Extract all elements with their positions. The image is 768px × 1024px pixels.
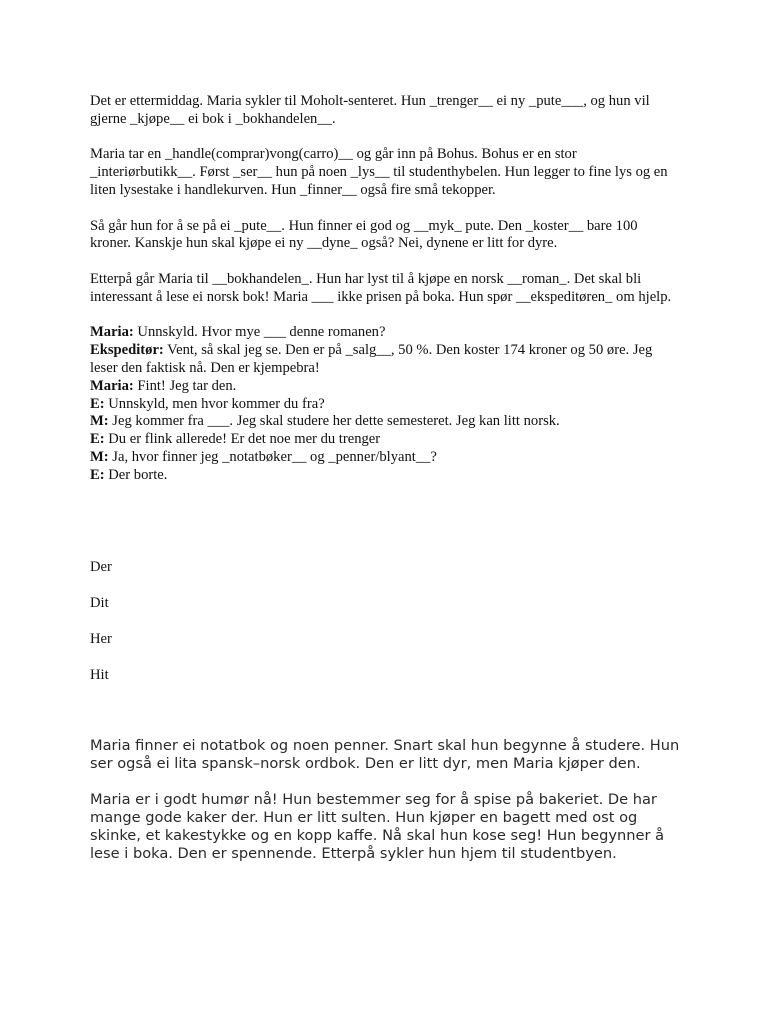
dialogue-line [90, 342, 680, 378]
dialogue-line [90, 431, 680, 449]
dialogue-speaker: Maria: [90, 377, 134, 394]
dialogue-line [90, 449, 680, 467]
dialogue-speaker: E: [90, 395, 105, 412]
dialogue [90, 324, 680, 484]
dialogue-speaker: E: [90, 466, 105, 483]
story-paragraph-2: Maria er i godt humør nå! Hun bestemmer seg for å spise på bakeriet. De har mange gode kaker der. Hun er litt sulten. Hun kjøper en bagett med ost og skinke, et kakestykke og en kopp kaffe. Nå skal hun kose seg! Hun begynner å lese i boka. Den er spennende. Etterpå sykler hun hjem til studentbyen. [90, 791, 665, 862]
dialogue-text: Jeg kommer fra ___. Jeg skal studere her dette semesteret. Jeg kan litt norsk. [108, 413, 560, 430]
exercise-paragraph-1: Det er ettermiddag. Maria sykler til Moholt-senteret. Hun _trenger__ ei ny _pute___, og hun vil gjerne _kjøpe__ ei bok i _bokhandelen__. [90, 93, 650, 127]
dialogue-text: Vent, så skal jeg se. Den er på _salg__, 50 %. Den koster 174 kroner og 50 øre. Jeg leser den faktisk nå. Den er kjempebra! [90, 342, 653, 376]
dialogue-text: Der borte. [104, 466, 168, 483]
dialogue-text: Du er flink allerede! Er det noe mer du trenger [104, 431, 381, 448]
story-paragraph-1: Maria finner ei notatbok og noen penner. Snart skal hun begynne å studere. Hun ser også ei lita spansk–norsk ordbok. Den er litt dyr, men Maria kjøper den. [90, 737, 680, 772]
adverb-item: Hit [90, 667, 109, 683]
dialogue-text: Unnskyld, men hvor kommer du fra? [104, 395, 325, 412]
dialogue-text: Unnskyld. Hvor mye ___ denne romanen? [133, 324, 386, 341]
exercise-paragraph-2: Maria tar en _handle(comprar)vong(carro)__ og går inn på Bohus. Bohus er en stor _interiørbutikk__. Først _ser__ hun på noen _lys__ til studenthybelen. Hun legger to fine lys og en liten lysestake i handlekurven. Hun _finner__ også fire små tekopper. [90, 146, 668, 198]
dialogue-line [90, 467, 680, 485]
dialogue-line [90, 324, 680, 342]
adverb-item: Der [90, 559, 112, 575]
dialogue-text: Fint! Jeg tar den. [133, 377, 237, 394]
adverb-item: Dit [90, 595, 109, 611]
exercise-section [90, 93, 680, 485]
dialogue-speaker: E: [90, 431, 105, 448]
adverb-list [90, 559, 112, 703]
dialogue-line [90, 396, 680, 414]
dialogue-line [90, 378, 680, 396]
dialogue-speaker: M: [90, 448, 109, 465]
dialogue-line [90, 413, 680, 431]
dialogue-speaker: Maria: [90, 324, 134, 341]
dialogue-speaker: Ekspeditør: [90, 342, 164, 359]
adverb-item: Her [90, 631, 112, 647]
dialogue-text: Ja, hvor finner jeg _notatbøker__ og _penner/blyant__? [108, 448, 437, 465]
exercise-paragraph-3: Så går hun for å se på ei _pute__. Hun finner ei god og __myk_ pute. Den _koster__ bare 100 kroner. Kanskje hun skal kjøpe ei ny __dyne_ også? Nei, dynene er litt for dyre. [90, 217, 638, 252]
exercise-paragraph-4: Etterpå går Maria til __bokhandelen_. Hun har lyst til å kjøpe en norsk __roman_. Det skal bli interessant å lese ei norsk bok! Maria ___ ikke prisen på boka. Hun spør __ekspeditøren_ om hjelp. [90, 270, 672, 305]
story-section [90, 737, 685, 881]
dialogue-speaker: M: [90, 413, 109, 430]
